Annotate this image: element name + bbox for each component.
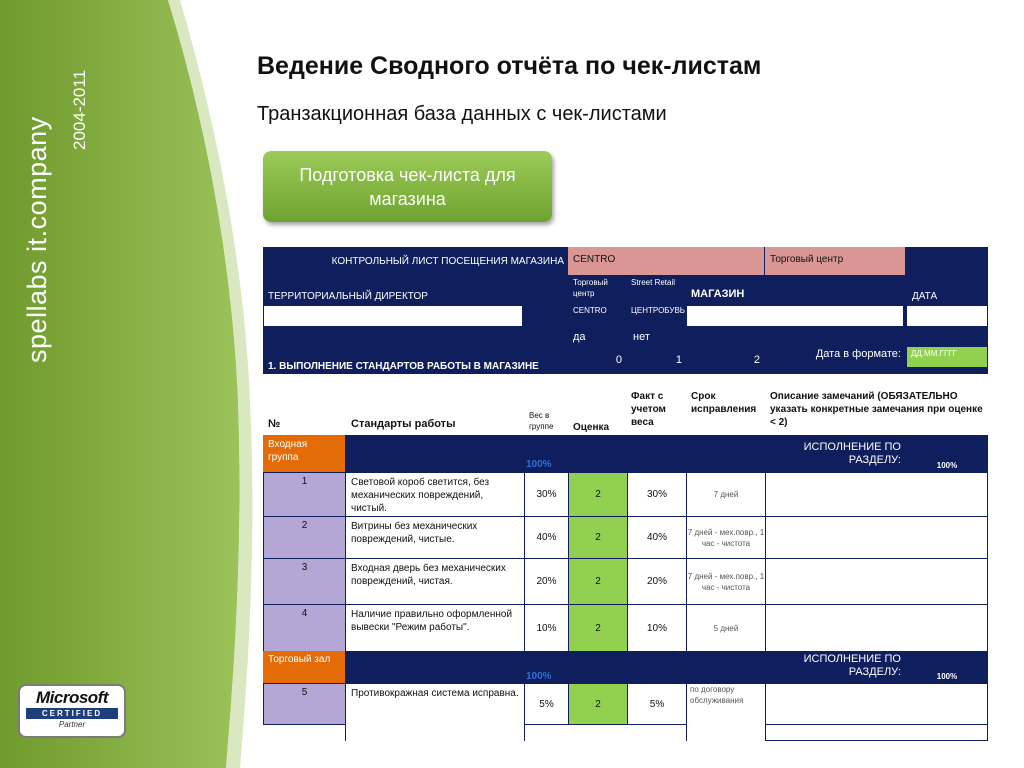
row5-notes-input[interactable] xyxy=(765,683,988,725)
street-retail-value: ЦЕНТРОБУВЬ xyxy=(628,304,686,328)
group2-percent: 100% xyxy=(526,670,568,683)
row4-notes-input[interactable] xyxy=(765,604,988,652)
territorial-director-label: ТЕРРИТОРИАЛЬНЫЙ ДИРЕКТОР xyxy=(263,276,523,304)
row2-notes-input[interactable] xyxy=(765,516,988,559)
date-format-value[interactable]: ДД.ММ.ГГГГ xyxy=(906,346,988,368)
mall-centro-label: Торговый центр xyxy=(570,276,625,302)
row3-notes-input[interactable] xyxy=(765,558,988,605)
centro-field[interactable]: CENTRO xyxy=(568,247,764,275)
row5-num: 5 xyxy=(263,683,346,725)
row4-fact: 10% xyxy=(627,604,687,652)
group1-exec-value: 100% xyxy=(906,460,988,472)
section-title: 1. ВЫПОЛНЕНИЕ СТАНДАРТОВ РАБОТЫ В МАГАЗИНЕ xyxy=(263,346,568,374)
row1-notes-input[interactable] xyxy=(765,472,988,517)
store-label: МАГАЗИН xyxy=(688,276,764,304)
row6-notes-input[interactable] xyxy=(765,724,988,741)
group1-exec-label: ИСПОЛНЕНИЕ ПО РАЗДЕЛУ: xyxy=(767,441,905,471)
logo-partner: Partner xyxy=(58,720,86,729)
row1-text: Световой короб светится, без механических повреждений, чистый. xyxy=(345,472,525,517)
microsoft-certified-logo xyxy=(18,684,126,738)
row3-score[interactable]: 2 xyxy=(568,558,628,605)
col-notes: Описание замечаний (ОБЯЗАТЕЛЬНО указать конкретные замечания при оценке < 2) xyxy=(767,388,987,434)
territorial-director-input[interactable] xyxy=(263,305,523,327)
row5-weight: 5% xyxy=(524,683,569,725)
group1-name: Входная группа xyxy=(263,435,345,472)
group2-name: Торговый зал xyxy=(263,651,345,683)
col-weight: Вес в группе xyxy=(526,408,568,434)
row1-weight: 30% xyxy=(524,472,569,517)
row5-text: Противокражная система исправна. xyxy=(345,683,525,741)
row4-num: 4 xyxy=(263,604,346,652)
row2-weight: 40% xyxy=(524,516,569,559)
logo-certified: CERTIFIED xyxy=(26,708,118,719)
group2-exec-value: 100% xyxy=(906,671,988,683)
logo-ms-name: Microsoft xyxy=(36,688,108,707)
col-standards: Стандарты работы xyxy=(346,384,524,434)
row3-text: Входная дверь без механических повреждений, чистая. xyxy=(345,558,525,605)
score-one: 1 xyxy=(628,354,686,372)
row2-deadline: 7 дней - мех.повр., 1 час - чистота xyxy=(686,516,766,559)
col-score: Оценка xyxy=(570,384,626,434)
group2-exec-label: ИСПОЛНЕНИЕ ПО РАЗДЕЛУ: xyxy=(767,653,905,683)
row1-fact: 30% xyxy=(627,472,687,517)
row4-weight: 10% xyxy=(524,604,569,652)
row2-fact: 40% xyxy=(627,516,687,559)
brand-name: spellabs it.company xyxy=(22,116,52,363)
row4-score[interactable]: 2 xyxy=(568,604,628,652)
score-zero: 0 xyxy=(568,354,626,372)
brand-years: 2004-2011 xyxy=(70,69,89,150)
col-num: № xyxy=(263,384,345,434)
report-header-title: КОНТРОЛЬНЫЙ ЛИСТ ПОСЕЩЕНИЯ МАГАЗИНА xyxy=(263,247,568,275)
mall-centro-value: CENTRO xyxy=(570,304,625,318)
row4-text: Наличие правильно оформленной вывески "Режим работы". xyxy=(345,604,525,652)
row5-deadline: по договору обслуживания xyxy=(686,683,766,741)
group1-percent: 100% xyxy=(526,458,568,471)
row3-weight: 20% xyxy=(524,558,569,605)
row1-num: 1 xyxy=(263,472,346,517)
store-input[interactable] xyxy=(686,305,904,327)
date-format-label: Дата в формате: xyxy=(765,346,905,366)
yes-label: да xyxy=(568,330,626,346)
date-input[interactable] xyxy=(906,305,988,327)
row5-score[interactable]: 2 xyxy=(568,683,628,725)
row4-deadline: 5 дней xyxy=(686,604,766,652)
page-subtitle: Транзакционная база данных с чек-листами xyxy=(257,103,667,125)
score-two: 2 xyxy=(688,354,764,372)
street-retail-label: Street Retail xyxy=(628,276,683,302)
prepare-checklist-label: Подготовка чек-листа для магазина xyxy=(299,164,516,209)
row2-score[interactable]: 2 xyxy=(568,516,628,559)
row1-score[interactable]: 2 xyxy=(568,472,628,517)
col-fact: Факт с учетом веса xyxy=(628,388,686,434)
no-label: нет xyxy=(628,330,686,346)
prepare-checklist-button[interactable] xyxy=(263,151,552,222)
row3-deadline: 7 дней - мех.повр., 1 час - чистота xyxy=(686,558,766,605)
row1-deadline: 7 дней xyxy=(686,472,766,517)
page-title: Ведение Сводного отчёта по чек-листам xyxy=(257,52,762,80)
row3-num: 3 xyxy=(263,558,346,605)
row5-fact: 5% xyxy=(627,683,687,725)
col-deadline: Срок исправления xyxy=(688,388,764,434)
mall-type-field[interactable]: Торговый центр xyxy=(765,247,905,275)
date-label: ДАТА xyxy=(908,276,988,304)
row2-text: Витрины без механических повреждений, чистые. xyxy=(345,516,525,559)
row3-fact: 20% xyxy=(627,558,687,605)
row2-num: 2 xyxy=(263,516,346,559)
